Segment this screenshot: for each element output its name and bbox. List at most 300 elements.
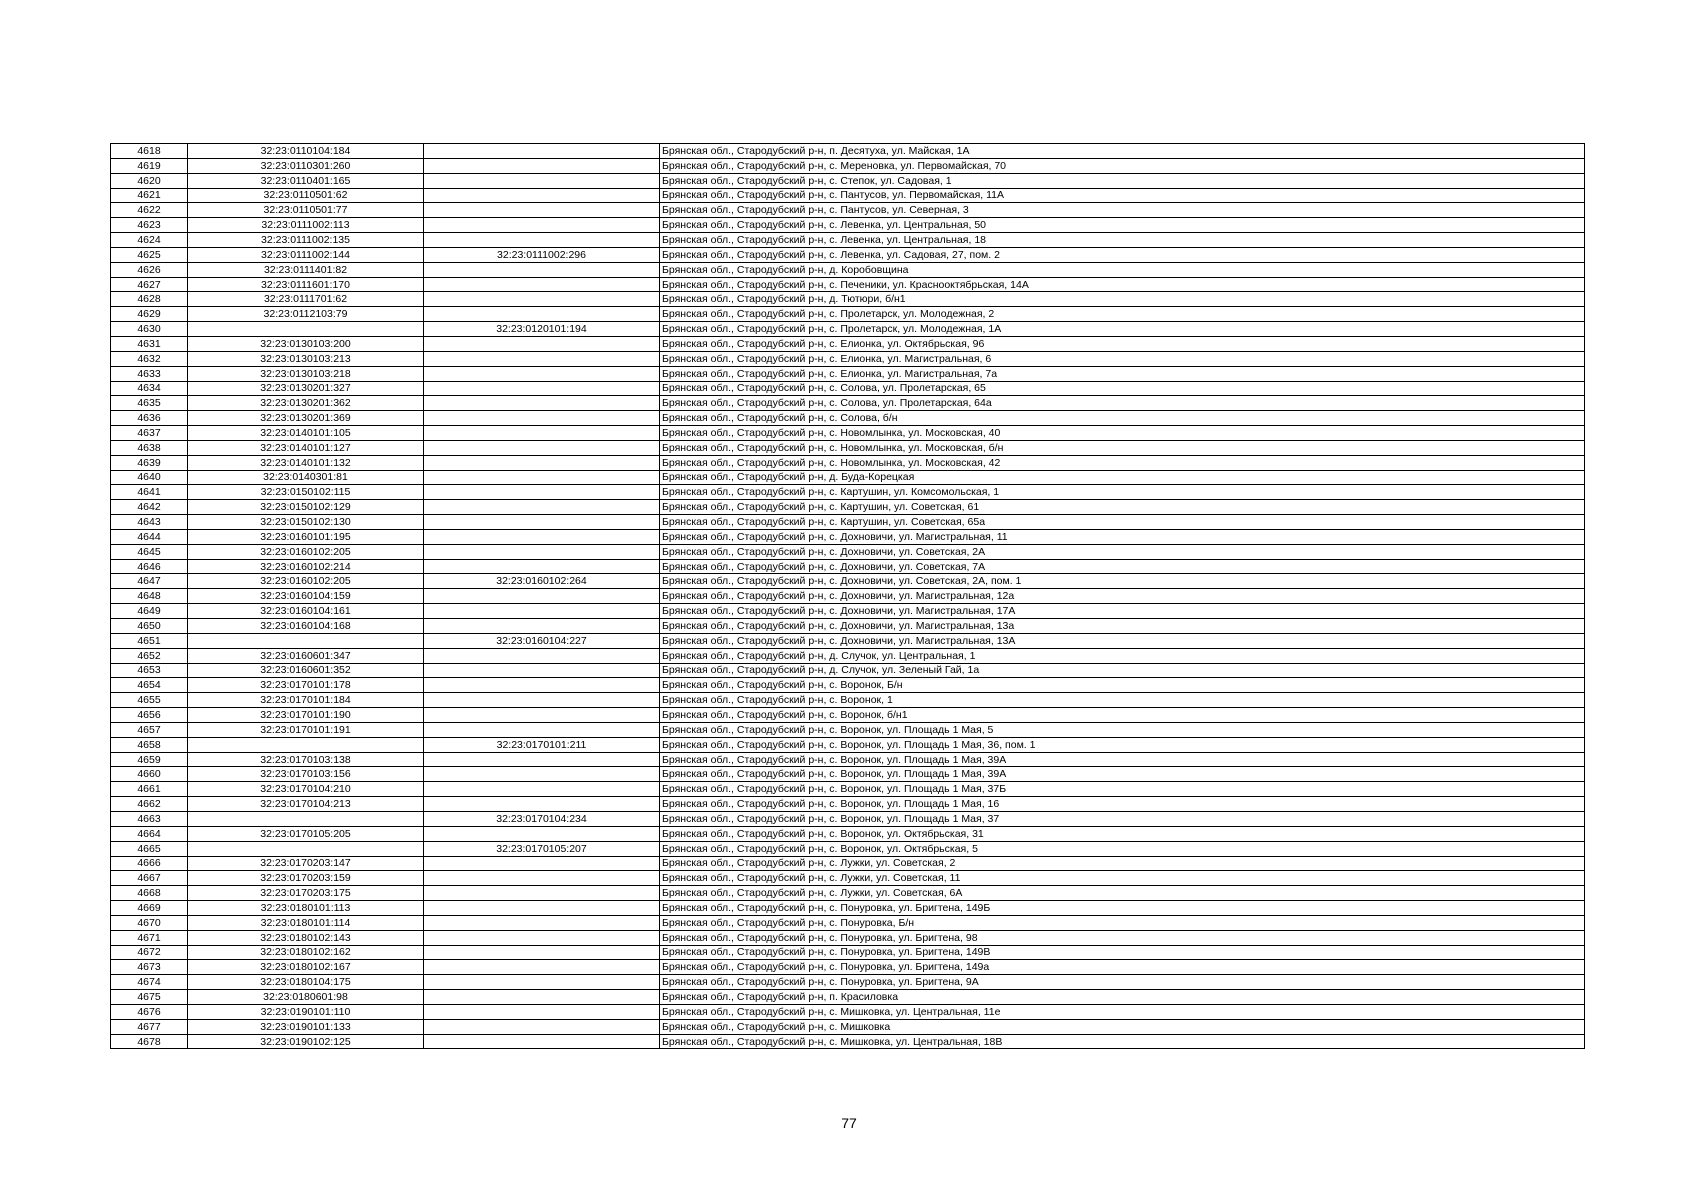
- cadastral-number-cell: 32:23:0111401:82: [188, 262, 424, 277]
- object-number-cell: 32:23:0170105:207: [424, 841, 660, 856]
- address-cell: Брянская обл., Стародубский р-н, с. Дохновичи, ул. Советская, 2А: [660, 544, 1585, 559]
- address-cell: Брянская обл., Стародубский р-н, с. Левенка, ул. Садовая, 27, пом. 2: [660, 247, 1585, 262]
- object-number-cell: [424, 500, 660, 515]
- cadastral-number-cell: 32:23:0170101:178: [188, 678, 424, 693]
- row-number-cell: 4649: [111, 604, 188, 619]
- row-number-cell: 4631: [111, 336, 188, 351]
- table-row: [111, 485, 1585, 500]
- object-number-cell: [424, 515, 660, 530]
- cadastral-number-cell: 32:23:0111601:170: [188, 277, 424, 292]
- cadastral-number-cell: 32:23:0180601:98: [188, 990, 424, 1005]
- address-cell: Брянская обл., Стародубский р-н, с. Воронок, Б/н: [660, 678, 1585, 693]
- cadastral-number-cell: 32:23:0150102:129: [188, 500, 424, 515]
- table-row: [111, 307, 1585, 322]
- row-number-cell: 4664: [111, 826, 188, 841]
- table-row: [111, 500, 1585, 515]
- cadastral-number-cell: [188, 633, 424, 648]
- object-number-cell: [424, 678, 660, 693]
- object-number-cell: [424, 559, 660, 574]
- cadastral-number-cell: 32:23:0111002:113: [188, 218, 424, 233]
- address-cell: Брянская обл., Стародубский р-н, д. Тютюри, б/н1: [660, 292, 1585, 307]
- address-cell: Брянская обл., Стародубский р-н, с. Воронок, ул. Октябрьская, 31: [660, 826, 1585, 841]
- address-cell: Брянская обл., Стародубский р-н, с. Елионка, ул. Октябрьская, 96: [660, 336, 1585, 351]
- address-cell: Брянская обл., Стародубский р-н, с. Лужки, ул. Советская, 11: [660, 871, 1585, 886]
- address-cell: Брянская обл., Стародубский р-н, с. Дохновичи, ул. Магистральная, 17А: [660, 604, 1585, 619]
- table-row: [111, 292, 1585, 307]
- registry-table: [110, 143, 1585, 1049]
- address-cell: Брянская обл., Стародубский р-н, с. Мереновка, ул. Первомайская, 70: [660, 158, 1585, 173]
- object-number-cell: [424, 381, 660, 396]
- address-cell: Брянская обл., Стародубский р-н, с. Елионка, ул. Магистральная, 6: [660, 351, 1585, 366]
- row-number-cell: 4628: [111, 292, 188, 307]
- cadastral-number-cell: 32:23:0190102:125: [188, 1034, 424, 1049]
- object-number-cell: [424, 158, 660, 173]
- object-number-cell: [424, 173, 660, 188]
- row-number-cell: 4623: [111, 218, 188, 233]
- object-number-cell: [424, 203, 660, 218]
- table-row: [111, 915, 1585, 930]
- table-row: [111, 752, 1585, 767]
- object-number-cell: [424, 648, 660, 663]
- row-number-cell: 4655: [111, 693, 188, 708]
- address-cell: Брянская обл., Стародубский р-н, с. Понуровка, ул. Бригтена, 149В: [660, 945, 1585, 960]
- table-row: [111, 841, 1585, 856]
- cadastral-number-cell: 32:23:0111002:135: [188, 233, 424, 248]
- table-row: [111, 470, 1585, 485]
- address-cell: Брянская обл., Стародубский р-н, с. Воронок, ул. Площадь 1 Мая, 37: [660, 811, 1585, 826]
- cadastral-number-cell: 32:23:0160102:214: [188, 559, 424, 574]
- table-row: [111, 1019, 1585, 1034]
- object-number-cell: [424, 960, 660, 975]
- table-row: [111, 826, 1585, 841]
- object-number-cell: 32:23:0170104:234: [424, 811, 660, 826]
- row-number-cell: 4626: [111, 262, 188, 277]
- table-row: [111, 722, 1585, 737]
- cadastral-number-cell: 32:23:0180101:114: [188, 915, 424, 930]
- row-number-cell: 4647: [111, 574, 188, 589]
- row-number-cell: 4659: [111, 752, 188, 767]
- object-number-cell: [424, 336, 660, 351]
- table-row: [111, 945, 1585, 960]
- address-cell: Брянская обл., Стародубский р-н, д. Случок, ул. Зеленый Гай, 1а: [660, 663, 1585, 678]
- row-number-cell: 4678: [111, 1034, 188, 1049]
- row-number-cell: 4670: [111, 915, 188, 930]
- address-cell: Брянская обл., Стародубский р-н, п. Красиловка: [660, 990, 1585, 1005]
- row-number-cell: 4652: [111, 648, 188, 663]
- cadastral-number-cell: 32:23:0140101:132: [188, 455, 424, 470]
- table-row: [111, 322, 1585, 337]
- row-number-cell: 4632: [111, 351, 188, 366]
- cadastral-number-cell: 32:23:0160104:159: [188, 589, 424, 604]
- table-row: [111, 396, 1585, 411]
- row-number-cell: 4638: [111, 440, 188, 455]
- row-number-cell: 4676: [111, 1004, 188, 1019]
- table-row: [111, 990, 1585, 1005]
- row-number-cell: 4673: [111, 960, 188, 975]
- table-row: [111, 426, 1585, 441]
- object-number-cell: [424, 856, 660, 871]
- cadastral-number-cell: 32:23:0130201:327: [188, 381, 424, 396]
- table-row: [111, 144, 1585, 159]
- cadastral-number-cell: 32:23:0130103:213: [188, 351, 424, 366]
- cadastral-number-cell: 32:23:0110401:165: [188, 173, 424, 188]
- object-number-cell: [424, 529, 660, 544]
- row-number-cell: 4660: [111, 767, 188, 782]
- address-cell: Брянская обл., Стародубский р-н, с. Понуровка, ул. Бригтена, 98: [660, 930, 1585, 945]
- object-number-cell: [424, 797, 660, 812]
- object-number-cell: [424, 485, 660, 500]
- row-number-cell: 4645: [111, 544, 188, 559]
- address-cell: Брянская обл., Стародубский р-н, с. Понуровка, ул. Бригтена, 149Б: [660, 901, 1585, 916]
- object-number-cell: [424, 975, 660, 990]
- table-row: [111, 648, 1585, 663]
- address-cell: Брянская обл., Стародубский р-н, с. Воронок, ул. Площадь 1 Мая, 39А: [660, 752, 1585, 767]
- cadastral-number-cell: 32:23:0170101:184: [188, 693, 424, 708]
- row-number-cell: 4668: [111, 886, 188, 901]
- address-cell: Брянская обл., Стародубский р-н, с. Степок, ул. Садовая, 1: [660, 173, 1585, 188]
- table-row: [111, 633, 1585, 648]
- table-row: [111, 678, 1585, 693]
- table-row: [111, 901, 1585, 916]
- table-row: [111, 188, 1585, 203]
- table-row: [111, 218, 1585, 233]
- table-row: [111, 262, 1585, 277]
- cadastral-number-cell: 32:23:0110501:77: [188, 203, 424, 218]
- object-number-cell: [424, 708, 660, 723]
- table-row: [111, 158, 1585, 173]
- object-number-cell: [424, 218, 660, 233]
- address-cell: Брянская обл., Стародубский р-н, с. Солова, ул. Пролетарская, 64а: [660, 396, 1585, 411]
- cadastral-number-cell: 32:23:0111002:144: [188, 247, 424, 262]
- table-row: [111, 782, 1585, 797]
- object-number-cell: [424, 604, 660, 619]
- address-cell: Брянская обл., Стародубский р-н, д. Буда-Корецкая: [660, 470, 1585, 485]
- table-row: [111, 544, 1585, 559]
- address-cell: Брянская обл., Стародубский р-н, с. Воронок, ул. Площадь 1 Мая, 16: [660, 797, 1585, 812]
- row-number-cell: 4657: [111, 722, 188, 737]
- object-number-cell: [424, 990, 660, 1005]
- object-number-cell: [424, 930, 660, 945]
- object-number-cell: [424, 1034, 660, 1049]
- cadastral-number-cell: 32:23:0180102:167: [188, 960, 424, 975]
- object-number-cell: 32:23:0120101:194: [424, 322, 660, 337]
- row-number-cell: 4656: [111, 708, 188, 723]
- table-row: [111, 173, 1585, 188]
- row-number-cell: 4621: [111, 188, 188, 203]
- row-number-cell: 4625: [111, 247, 188, 262]
- object-number-cell: [424, 470, 660, 485]
- cadastral-number-cell: 32:23:0170203:147: [188, 856, 424, 871]
- table-row: [111, 336, 1585, 351]
- table-row: [111, 975, 1585, 990]
- table-row: [111, 767, 1585, 782]
- row-number-cell: 4674: [111, 975, 188, 990]
- table-row: [111, 797, 1585, 812]
- address-cell: Брянская обл., Стародубский р-н, с. Пантусов, ул. Северная, 3: [660, 203, 1585, 218]
- row-number-cell: 4650: [111, 619, 188, 634]
- table-row: [111, 886, 1585, 901]
- table-row: [111, 574, 1585, 589]
- table-row: [111, 515, 1585, 530]
- object-number-cell: [424, 307, 660, 322]
- row-number-cell: 4627: [111, 277, 188, 292]
- row-number-cell: 4640: [111, 470, 188, 485]
- row-number-cell: 4636: [111, 411, 188, 426]
- address-cell: Брянская обл., Стародубский р-н, с. Воронок, б/н1: [660, 708, 1585, 723]
- address-cell: Брянская обл., Стародубский р-н, с. Мишковка, ул. Центральная, 18В: [660, 1034, 1585, 1049]
- object-number-cell: [424, 915, 660, 930]
- row-number-cell: 4635: [111, 396, 188, 411]
- address-cell: Брянская обл., Стародубский р-н, с. Дохновичи, ул. Магистральная, 12а: [660, 589, 1585, 604]
- address-cell: Брянская обл., Стародубский р-н, с. Мишковка, ул. Центральная, 11е: [660, 1004, 1585, 1019]
- table-row: [111, 693, 1585, 708]
- row-number-cell: 4666: [111, 856, 188, 871]
- cadastral-number-cell: 32:23:0110301:260: [188, 158, 424, 173]
- address-cell: Брянская обл., Стародубский р-н, с. Новомлынка, ул. Московская, б/н: [660, 440, 1585, 455]
- table-row: [111, 930, 1585, 945]
- row-number-cell: 4643: [111, 515, 188, 530]
- object-number-cell: [424, 188, 660, 203]
- cadastral-number-cell: 32:23:0130103:218: [188, 366, 424, 381]
- object-number-cell: [424, 589, 660, 604]
- address-cell: Брянская обл., Стародубский р-н, с. Лужки, ул. Советская, 6А: [660, 886, 1585, 901]
- address-cell: Брянская обл., Стародубский р-н, с. Понуровка, ул. Бригтена, 149а: [660, 960, 1585, 975]
- row-number-cell: 4651: [111, 633, 188, 648]
- cadastral-number-cell: 32:23:0140301:81: [188, 470, 424, 485]
- row-number-cell: 4639: [111, 455, 188, 470]
- cadastral-number-cell: 32:23:0130201:362: [188, 396, 424, 411]
- row-number-cell: 4675: [111, 990, 188, 1005]
- cadastral-number-cell: 32:23:0180102:143: [188, 930, 424, 945]
- cadastral-number-cell: [188, 811, 424, 826]
- table-row: [111, 619, 1585, 634]
- row-number-cell: 4637: [111, 426, 188, 441]
- row-number-cell: 4641: [111, 485, 188, 500]
- object-number-cell: [424, 752, 660, 767]
- address-cell: Брянская обл., Стародубский р-н, с. Картушин, ул. Советская, 61: [660, 500, 1585, 515]
- cadastral-number-cell: 32:23:0150102:130: [188, 515, 424, 530]
- cadastral-number-cell: 32:23:0140101:127: [188, 440, 424, 455]
- row-number-cell: 4619: [111, 158, 188, 173]
- table-row: [111, 381, 1585, 396]
- object-number-cell: [424, 901, 660, 916]
- object-number-cell: [424, 871, 660, 886]
- cadastral-number-cell: 32:23:0170105:205: [188, 826, 424, 841]
- cadastral-number-cell: 32:23:0170103:156: [188, 767, 424, 782]
- address-cell: Брянская обл., Стародубский р-н, с. Солова, ул. Пролетарская, 65: [660, 381, 1585, 396]
- cadastral-number-cell: 32:23:0160102:205: [188, 544, 424, 559]
- address-cell: Брянская обл., Стародубский р-н, с. Понуровка, Б/н: [660, 915, 1585, 930]
- object-number-cell: [424, 886, 660, 901]
- address-cell: Брянская обл., Стародубский р-н, с. Левенка, ул. Центральная, 18: [660, 233, 1585, 248]
- cadastral-number-cell: 32:23:0170101:190: [188, 708, 424, 723]
- object-number-cell: [424, 277, 660, 292]
- object-number-cell: 32:23:0160104:227: [424, 633, 660, 648]
- cadastral-number-cell: 32:23:0170103:138: [188, 752, 424, 767]
- row-number-cell: 4663: [111, 811, 188, 826]
- object-number-cell: 32:23:0111002:296: [424, 247, 660, 262]
- row-number-cell: 4672: [111, 945, 188, 960]
- cadastral-number-cell: 32:23:0190101:110: [188, 1004, 424, 1019]
- cadastral-number-cell: 32:23:0112103:79: [188, 307, 424, 322]
- cadastral-number-cell: 32:23:0180104:175: [188, 975, 424, 990]
- object-number-cell: [424, 366, 660, 381]
- address-cell: Брянская обл., Стародубский р-н, д. Случок, ул. Центральная, 1: [660, 648, 1585, 663]
- address-cell: Брянская обл., Стародубский р-н, с. Дохновичи, ул. Магистральная, 13а: [660, 619, 1585, 634]
- table-row: [111, 366, 1585, 381]
- address-cell: Брянская обл., Стародубский р-н, с. Воронок, ул. Площадь 1 Мая, 37Б: [660, 782, 1585, 797]
- cadastral-number-cell: 32:23:0170203:159: [188, 871, 424, 886]
- row-number-cell: 4618: [111, 144, 188, 159]
- address-cell: Брянская обл., Стародубский р-н, с. Новомлынка, ул. Московская, 40: [660, 426, 1585, 441]
- registry-table-body: [111, 144, 1585, 1049]
- address-cell: Брянская обл., Стародубский р-н, с. Пролетарск, ул. Молодежная, 1А: [660, 322, 1585, 337]
- address-cell: Брянская обл., Стародубский р-н, с. Пролетарск, ул. Молодежная, 2: [660, 307, 1585, 322]
- table-row: [111, 856, 1585, 871]
- table-row: [111, 529, 1585, 544]
- row-number-cell: 4658: [111, 737, 188, 752]
- row-number-cell: 4642: [111, 500, 188, 515]
- object-number-cell: [424, 693, 660, 708]
- object-number-cell: [424, 144, 660, 159]
- cadastral-number-cell: 32:23:0180102:162: [188, 945, 424, 960]
- object-number-cell: [424, 945, 660, 960]
- object-number-cell: [424, 722, 660, 737]
- table-row: [111, 203, 1585, 218]
- row-number-cell: 4667: [111, 871, 188, 886]
- row-number-cell: 4629: [111, 307, 188, 322]
- row-number-cell: 4662: [111, 797, 188, 812]
- cadastral-number-cell: 32:23:0160601:347: [188, 648, 424, 663]
- row-number-cell: 4665: [111, 841, 188, 856]
- object-number-cell: [424, 826, 660, 841]
- object-number-cell: [424, 1019, 660, 1034]
- row-number-cell: 4648: [111, 589, 188, 604]
- table-row: [111, 663, 1585, 678]
- object-number-cell: [424, 292, 660, 307]
- cadastral-number-cell: 32:23:0170203:175: [188, 886, 424, 901]
- object-number-cell: [424, 1004, 660, 1019]
- address-cell: Брянская обл., Стародубский р-н, с. Воронок, 1: [660, 693, 1585, 708]
- row-number-cell: 4630: [111, 322, 188, 337]
- table-row: [111, 351, 1585, 366]
- address-cell: Брянская обл., Стародубский р-н, с. Пантусов, ул. Первомайская, 11А: [660, 188, 1585, 203]
- address-cell: Брянская обл., Стародубский р-н, с. Мишковка: [660, 1019, 1585, 1034]
- row-number-cell: 4653: [111, 663, 188, 678]
- cadastral-number-cell: 32:23:0170101:191: [188, 722, 424, 737]
- object-number-cell: [424, 351, 660, 366]
- object-number-cell: [424, 767, 660, 782]
- address-cell: Брянская обл., Стародубский р-н, с. Понуровка, ул. Бригтена, 9А: [660, 975, 1585, 990]
- row-number-cell: 4644: [111, 529, 188, 544]
- address-cell: Брянская обл., Стародубский р-н, с. Воронок, ул. Площадь 1 Мая, 5: [660, 722, 1585, 737]
- object-number-cell: [424, 544, 660, 559]
- cadastral-number-cell: [188, 841, 424, 856]
- row-number-cell: 4633: [111, 366, 188, 381]
- row-number-cell: 4622: [111, 203, 188, 218]
- cadastral-number-cell: 32:23:0111701:62: [188, 292, 424, 307]
- address-cell: Брянская обл., Стародубский р-н, п. Десятуха, ул. Майская, 1А: [660, 144, 1585, 159]
- object-number-cell: [424, 663, 660, 678]
- cadastral-number-cell: 32:23:0150102:115: [188, 485, 424, 500]
- address-cell: Брянская обл., Стародубский р-н, с. Воронок, ул. Октябрьская, 5: [660, 841, 1585, 856]
- object-number-cell: [424, 782, 660, 797]
- cadastral-number-cell: 32:23:0160101:195: [188, 529, 424, 544]
- object-number-cell: [424, 440, 660, 455]
- table-row: [111, 411, 1585, 426]
- address-cell: Брянская обл., Стародубский р-н, с. Дохновичи, ул. Магистральная, 11: [660, 529, 1585, 544]
- address-cell: Брянская обл., Стародубский р-н, с. Лужки, ул. Советская, 2: [660, 856, 1585, 871]
- object-number-cell: [424, 396, 660, 411]
- table-row: [111, 233, 1585, 248]
- address-cell: Брянская обл., Стародубский р-н, с. Картушин, ул. Комсомольская, 1: [660, 485, 1585, 500]
- table-row: [111, 247, 1585, 262]
- object-number-cell: 32:23:0170101:211: [424, 737, 660, 752]
- address-cell: Брянская обл., Стародубский р-н, с. Дохновичи, ул. Магистральная, 13А: [660, 633, 1585, 648]
- cadastral-number-cell: 32:23:0160104:168: [188, 619, 424, 634]
- address-cell: Брянская обл., Стародубский р-н, с. Дохновичи, ул. Советская, 7А: [660, 559, 1585, 574]
- address-cell: Брянская обл., Стародубский р-н, с. Печеники, ул. Краснооктябрьская, 14А: [660, 277, 1585, 292]
- table-row: [111, 277, 1585, 292]
- object-number-cell: [424, 619, 660, 634]
- object-number-cell: [424, 233, 660, 248]
- table-row: [111, 455, 1585, 470]
- table-row: [111, 811, 1585, 826]
- cadastral-number-cell: 32:23:0130103:200: [188, 336, 424, 351]
- cadastral-number-cell: [188, 322, 424, 337]
- cadastral-number-cell: 32:23:0160102:205: [188, 574, 424, 589]
- table-row: [111, 708, 1585, 723]
- address-cell: Брянская обл., Стародубский р-н, д. Коробовщина: [660, 262, 1585, 277]
- row-number-cell: 4669: [111, 901, 188, 916]
- row-number-cell: 4677: [111, 1019, 188, 1034]
- address-cell: Брянская обл., Стародубский р-н, с. Елионка, ул. Магистральная, 7а: [660, 366, 1585, 381]
- object-number-cell: [424, 455, 660, 470]
- cadastral-number-cell: 32:23:0170104:210: [188, 782, 424, 797]
- row-number-cell: 4634: [111, 381, 188, 396]
- object-number-cell: [424, 411, 660, 426]
- table-row: [111, 1004, 1585, 1019]
- table-row: [111, 440, 1585, 455]
- cadastral-number-cell: 32:23:0130201:369: [188, 411, 424, 426]
- cadastral-number-cell: 32:23:0160601:352: [188, 663, 424, 678]
- address-cell: Брянская обл., Стародубский р-н, с. Воронок, ул. Площадь 1 Мая, 36, пом. 1: [660, 737, 1585, 752]
- table-row: [111, 1034, 1585, 1049]
- address-cell: Брянская обл., Стародубский р-н, с. Воронок, ул. Площадь 1 Мая, 39А: [660, 767, 1585, 782]
- cadastral-number-cell: [188, 737, 424, 752]
- row-number-cell: 4646: [111, 559, 188, 574]
- object-number-cell: [424, 426, 660, 441]
- row-number-cell: 4661: [111, 782, 188, 797]
- table-row: [111, 737, 1585, 752]
- address-cell: Брянская обл., Стародубский р-н, с. Солова, б/н: [660, 411, 1585, 426]
- cadastral-number-cell: 32:23:0160104:161: [188, 604, 424, 619]
- address-cell: Брянская обл., Стародубский р-н, с. Левенка, ул. Центральная, 50: [660, 218, 1585, 233]
- table-row: [111, 871, 1585, 886]
- page-number: 77: [841, 1115, 857, 1131]
- row-number-cell: 4624: [111, 233, 188, 248]
- address-cell: Брянская обл., Стародубский р-н, с. Новомлынка, ул. Московская, 42: [660, 455, 1585, 470]
- cadastral-number-cell: 32:23:0110501:62: [188, 188, 424, 203]
- table-row: [111, 604, 1585, 619]
- object-number-cell: 32:23:0160102:264: [424, 574, 660, 589]
- cadastral-number-cell: 32:23:0140101:105: [188, 426, 424, 441]
- address-cell: Брянская обл., Стародубский р-н, с. Картушин, ул. Советская, 65а: [660, 515, 1585, 530]
- cadastral-number-cell: 32:23:0170104:213: [188, 797, 424, 812]
- row-number-cell: 4620: [111, 173, 188, 188]
- cadastral-number-cell: 32:23:0180101:113: [188, 901, 424, 916]
- cadastral-number-cell: 32:23:0190101:133: [188, 1019, 424, 1034]
